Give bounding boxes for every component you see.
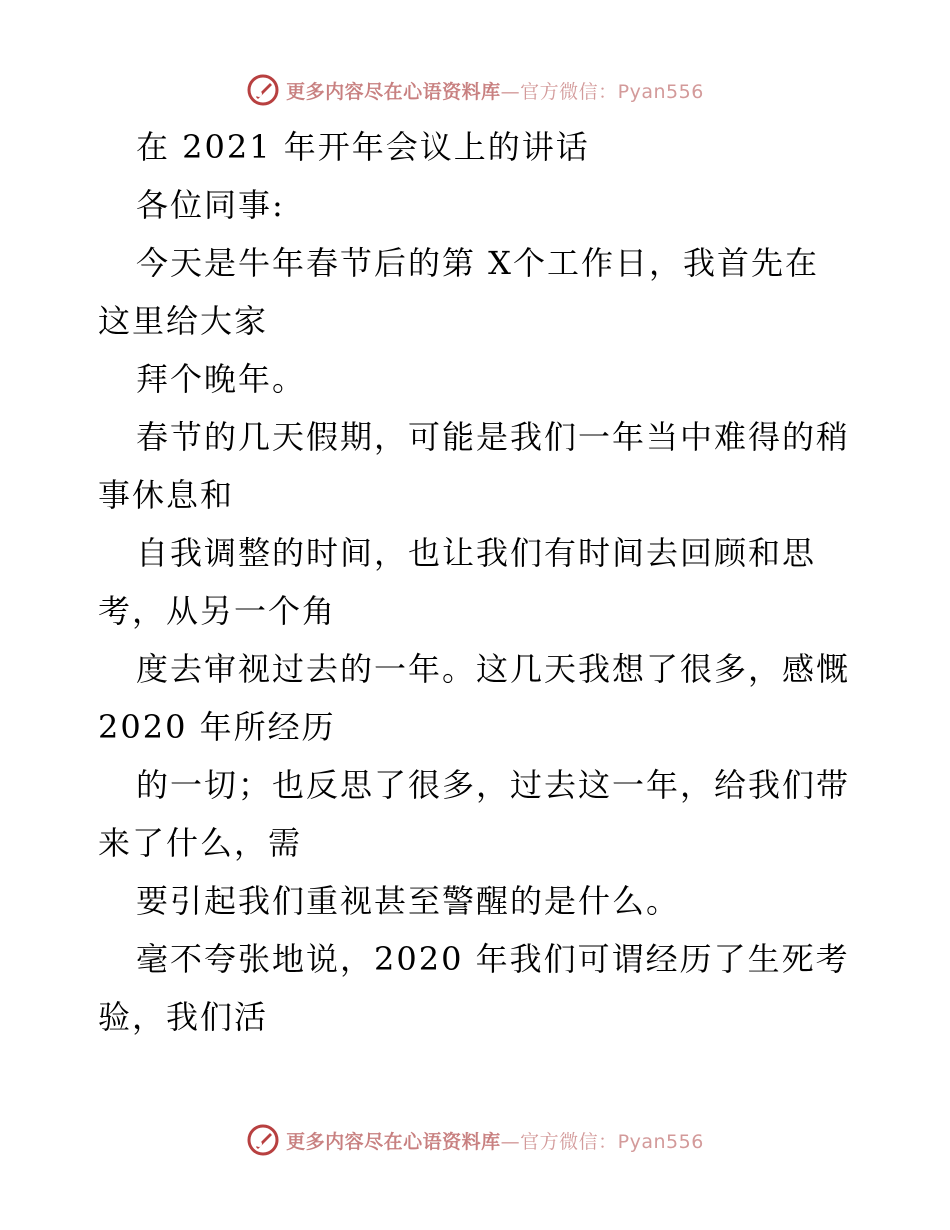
text-line: 验，我们活 <box>98 998 269 1036</box>
text-line: 事休息和 <box>98 476 235 514</box>
text-line: 这里给大家 <box>98 302 269 340</box>
text-line: 在 2021 年开年会议上的讲话 <box>136 128 590 166</box>
footer-banner <box>0 1120 950 1160</box>
text-line: 要引起我们重视甚至警醒的是什么。 <box>136 882 681 920</box>
banner-text: 更多内容尽在心语资料库—官方微信：Pyan556 <box>286 80 704 103</box>
text-line: 今天是牛年春节后的第 X个工作日，我首先在 <box>136 244 819 282</box>
logo-icon <box>246 1123 280 1157</box>
banner-text: 更多内容尽在心语资料库—官方微信：Pyan556 <box>286 1130 704 1153</box>
text-line: 春节的几天假期，可能是我们一年当中难得的稍 <box>136 418 851 456</box>
text-line: 自我调整的时间，也让我们有时间去回顾和思 <box>136 534 817 572</box>
text-line: 2020 年所经历 <box>98 708 336 746</box>
text-line: 毫不夸张地说，2020 年我们可谓经历了生死考 <box>136 940 850 978</box>
logo-icon <box>246 73 280 107</box>
text-line: 度去审视过去的一年。这几天我想了很多，感慨 <box>136 650 851 688</box>
text-line: 来了什么，需 <box>98 824 303 862</box>
text-line: 考，从另一个角 <box>98 592 337 630</box>
document-body <box>98 124 858 1052</box>
header-banner <box>0 70 950 110</box>
text-line: 拜个晚年。 <box>136 360 307 398</box>
text-line: 的一切；也反思了很多，过去这一年，给我们带 <box>136 766 851 804</box>
text-line: 各位同事: <box>136 186 285 224</box>
